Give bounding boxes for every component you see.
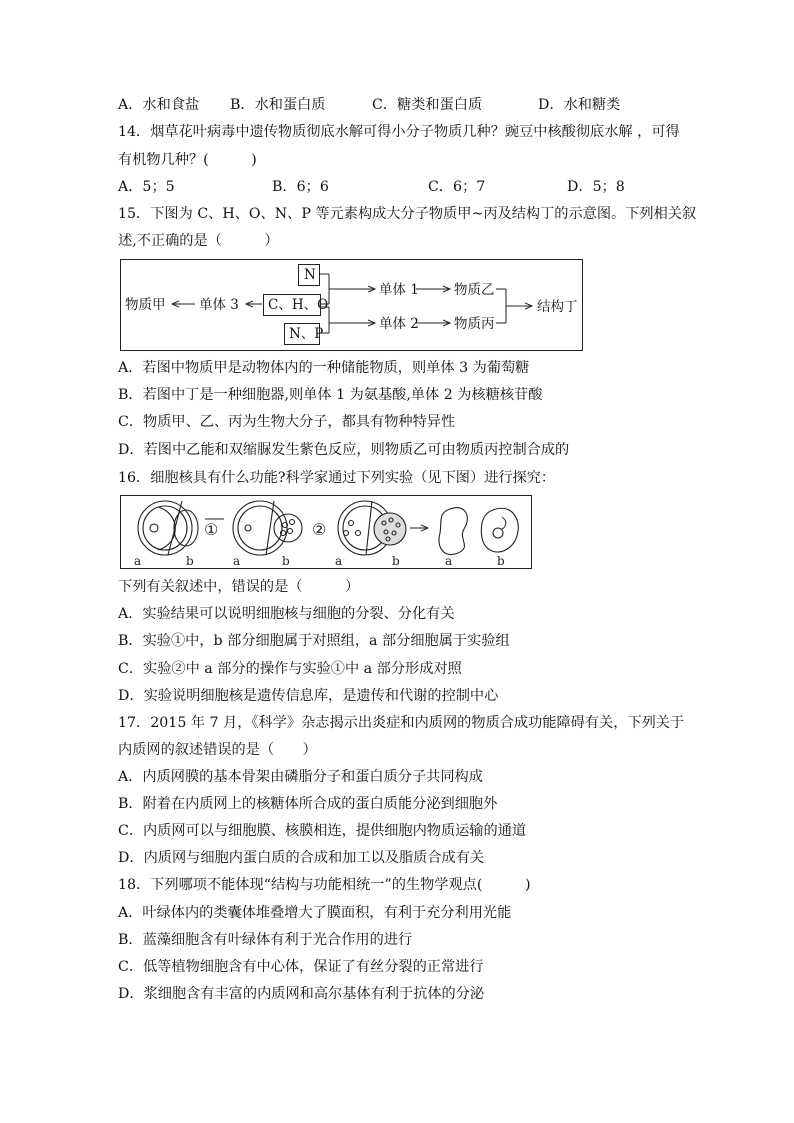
q15-option-a: A．若图中物质甲是动物体内的一种储能物质，则单体 3 为葡萄糖 bbox=[118, 360, 530, 376]
q18-stem: 18．下列哪项不能体现“结构与功能相统一”的生物学观点( ) bbox=[118, 877, 531, 893]
q17-stem-line2: 内质网的叙述错误的是（ ） bbox=[118, 742, 317, 758]
q15-stem-line2: 述,不正确的是（ ） bbox=[118, 233, 279, 249]
q16-option-a: A．实验结果可以说明细胞核与细胞的分裂、分化有关 bbox=[118, 606, 455, 622]
element-box-np bbox=[284, 323, 324, 345]
q17-option-b: B．附着在内质网上的核糖体所合成的蛋白质能分泌到细胞外 bbox=[118, 796, 498, 812]
q14-option-d: D．5；8 bbox=[567, 179, 625, 195]
element-n: N bbox=[304, 267, 316, 283]
label-b2: b bbox=[282, 554, 290, 568]
label-a1: a bbox=[134, 554, 142, 568]
label-danti3: 单体 3 bbox=[199, 297, 239, 313]
stage3-cell bbox=[338, 501, 406, 555]
stage4-cell-b bbox=[481, 508, 518, 552]
q17-option-c: C．内质网可以与细胞膜、核膜相连，提供细胞内物质运输的通道 bbox=[118, 823, 527, 839]
q17-option-d: D．内质网与细胞内蛋白质的合成和加工以及脂质合成有关 bbox=[118, 850, 485, 866]
q16-option-d: D．实验说明细胞核是遗传信息库，是遗传和代谢的控制中心 bbox=[118, 688, 499, 704]
label-a3: a bbox=[335, 554, 343, 568]
q16-option-c: C．实验②中 a 部分的操作与实验①中 a 部分形成对照 bbox=[118, 661, 462, 677]
step2-symbol: ② bbox=[312, 520, 327, 539]
q14-option-c: C．6；7 bbox=[428, 179, 486, 195]
q16-cell-illustration bbox=[120, 495, 532, 569]
q15-diagram-arrows bbox=[120, 259, 583, 351]
q16-diagram bbox=[120, 495, 532, 569]
q15-option-b: B．若图中丁是一种细胞器,则单体 1 为氨基酸,单体 2 为核糖核苷酸 bbox=[118, 387, 543, 403]
q15-stem-line1: 15．下图为 C、H、O、N、P 等元素构成大分子物质甲~丙及结构丁的示意图。下列相关叙 bbox=[118, 206, 697, 222]
q18-option-b: B．蓝藻细胞含有叶绿体有利于光合作用的进行 bbox=[118, 932, 413, 948]
label-b4: b bbox=[497, 554, 505, 568]
q17-option-a: A．内质网膜的基本骨架由磷脂分子和蛋白质分子共同构成 bbox=[118, 769, 483, 785]
q14-stem-line1: 14．烟草花叶病毒中遗传物质彻底水解可得小分子物质几种？豌豆中核酸彻底水解 ，可得 bbox=[118, 124, 680, 140]
label-a4: a bbox=[445, 554, 453, 568]
stage4-cell-a bbox=[439, 508, 467, 555]
label-wuzhi-yi: 物质乙 bbox=[454, 282, 495, 298]
q16-sub-stem: 下列有关叙述中，错误的是（ ） bbox=[118, 579, 360, 595]
label-b1: b bbox=[186, 554, 194, 568]
q15-option-c: C．物质甲、乙、丙为生物大分子，都具有物种特异性 bbox=[118, 414, 456, 430]
q13-option-a: A．水和食盐 bbox=[118, 97, 200, 113]
step1-symbol: ① bbox=[204, 520, 219, 539]
q13-option-b: B．水和蛋白质 bbox=[230, 97, 326, 113]
label-jiegou-ding: 结构丁 bbox=[537, 299, 578, 315]
q13-option-d: D．水和糖类 bbox=[538, 97, 621, 113]
q15-option-d: D．若图中乙能和双缩脲发生紫色反应，则物质乙可由物质丙控制合成的 bbox=[118, 442, 570, 458]
element-box-n bbox=[298, 264, 320, 286]
q14-stem-line2: 有机物几种？( ) bbox=[118, 152, 257, 168]
label-wuzhi-bing: 物质丙 bbox=[454, 316, 495, 332]
stage2-cell bbox=[233, 501, 302, 555]
label-b3: b bbox=[392, 554, 400, 568]
q13-option-c: C．糖类和蛋白质 bbox=[372, 97, 483, 113]
q14-option-a: A．5；5 bbox=[118, 179, 175, 195]
element-box-chno bbox=[263, 294, 329, 316]
element-np: N、P bbox=[289, 326, 324, 342]
q18-option-c: C．低等植物细胞含有中心体，保证了有丝分裂的正常进行 bbox=[118, 959, 484, 975]
label-danti2: 单体 2 bbox=[379, 316, 419, 332]
q17-stem-line1: 17．2015 年 7 月，《科学》杂志揭示出炎症和内质网的物质合成功能障碍有关，下列关于 bbox=[118, 715, 685, 731]
q16-option-b: B．实验①中，b 部分细胞属于对照组，a 部分细胞属于实验组 bbox=[118, 633, 510, 649]
q15-diagram bbox=[120, 259, 583, 351]
label-a2: a bbox=[233, 554, 241, 568]
stage1-cell bbox=[138, 501, 198, 555]
label-danti1: 单体 1 bbox=[379, 282, 419, 298]
element-chno: C、H、O bbox=[268, 297, 329, 313]
q14-option-b: B．6；6 bbox=[272, 179, 329, 195]
q16-stem: 16．细胞核具有什么功能?科学家通过下列实验（见下图）进行探究： bbox=[118, 470, 556, 486]
label-wuzhi-jia: 物质甲 bbox=[125, 297, 166, 313]
q18-option-a: A．叶绿体内的类囊体堆叠增大了膜面积，有利于充分利用光能 bbox=[118, 905, 512, 921]
q18-option-d: D．浆细胞含有丰富的内质网和高尔基体有利于抗体的分泌 bbox=[118, 986, 485, 1002]
